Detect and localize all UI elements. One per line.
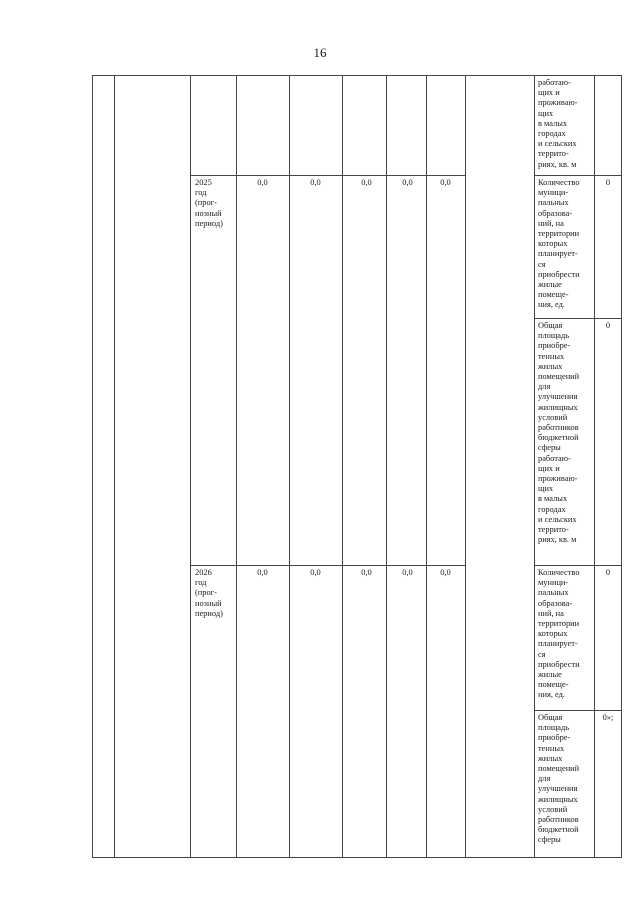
value-cell: 0,0: [257, 178, 268, 187]
year-row-separator: [190, 175, 466, 176]
table-column-line: [465, 75, 466, 858]
value-cell: 0,0: [402, 568, 413, 577]
indicator-name: Количество муници- пальных образова- ний, на территории которых планирует- ся приобрести жилые помеще- ния, ед.: [538, 568, 580, 700]
indicator-name: Количество муници- пальных образова- ний, на территории которых планирует- ся приобрести жилые помеще- ния, ед.: [538, 178, 580, 310]
table-column-line: [289, 75, 290, 858]
value-cell: 0,0: [310, 178, 321, 187]
table-column-line: [386, 75, 387, 858]
indicator-row-separator: [534, 710, 621, 711]
table-border-bottom: [92, 857, 621, 858]
value-cell: 0,0: [440, 178, 451, 187]
year-label-2025: 2025 год (прог- нозный период): [195, 178, 223, 228]
table-column-line: [236, 75, 237, 858]
table-column-line: [342, 75, 343, 858]
page-number: 16: [313, 45, 327, 60]
indicator-row-separator: [534, 318, 621, 319]
table-column-line: [190, 75, 191, 858]
indicator-name: Общая площадь приобре- тенных жилых помещений для улучшения жилищных условий работников бюджетной сферы: [538, 713, 580, 845]
year-label-2026: 2026 год (прог- нозный период): [195, 568, 223, 618]
table-column-line: [114, 75, 115, 858]
value-cell: 0,0: [361, 178, 372, 187]
indicator-value: 0: [605, 568, 611, 577]
table-column-line: [594, 75, 595, 858]
table-border-right: [621, 75, 622, 858]
table-column-line: [534, 75, 535, 858]
indicator-value: 0: [605, 178, 611, 187]
table-border-left: [92, 75, 93, 858]
indicator-value: 0: [605, 321, 611, 330]
table-border-top: [92, 75, 621, 76]
value-cell: 0,0: [402, 178, 413, 187]
table-column-line: [426, 75, 427, 858]
value-cell: 0,0: [440, 568, 451, 577]
indicator-name: Общая площадь приобре- тенных жилых помещений для улучшения жилищных условий работников бюджетной сферы работаю- щих и проживаю- щих в малых городах и сельских террито- риях, кв. м: [538, 321, 580, 545]
indicator-row-separator: [534, 565, 621, 566]
indicator-row-separator: [534, 175, 621, 176]
value-cell: 0,0: [361, 568, 372, 577]
indicator-name-continued: работаю- щих и проживаю- щих в малых городах и сельских террито- риях, кв. м: [538, 78, 578, 169]
indicator-value: 0»;: [602, 713, 614, 722]
year-row-separator: [190, 565, 466, 566]
value-cell: 0,0: [257, 568, 268, 577]
value-cell: 0,0: [310, 568, 321, 577]
